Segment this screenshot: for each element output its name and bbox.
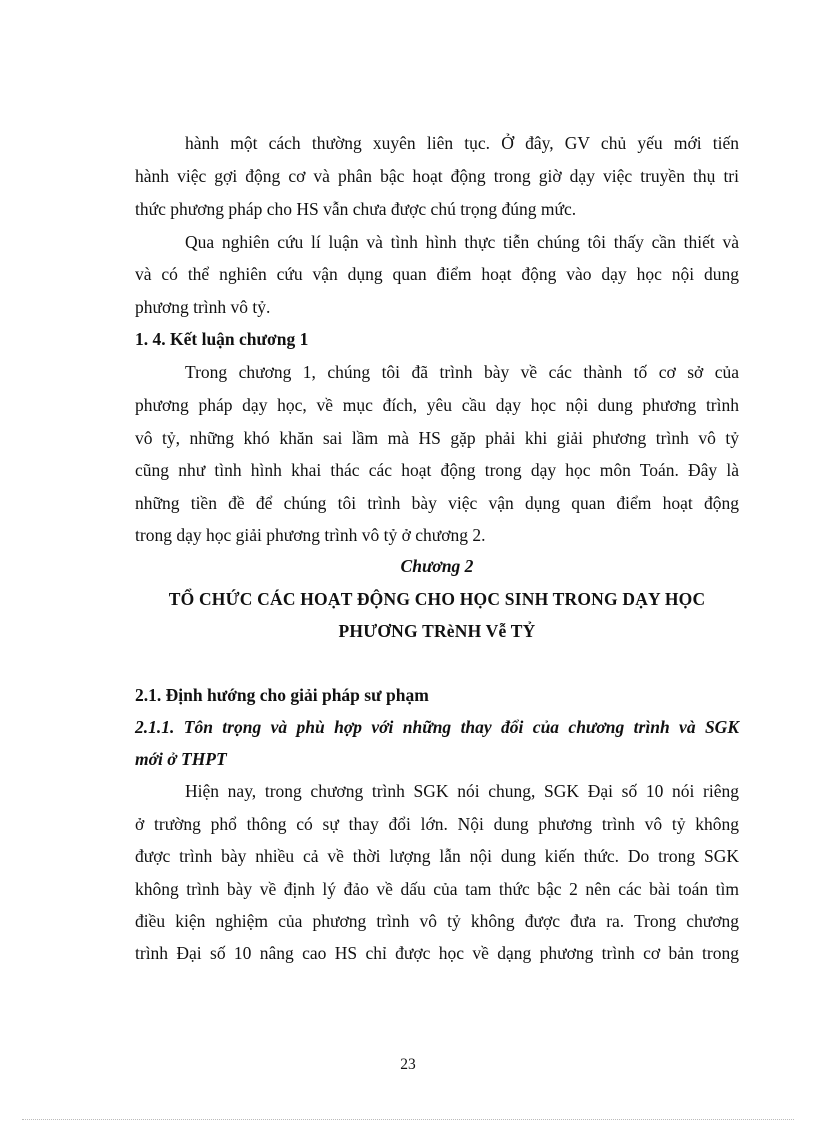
- paragraph-line: thức phương pháp cho HS vẫn chưa được chú trọng đúng mức.: [135, 199, 577, 219]
- page-divider: [22, 1119, 794, 1120]
- paragraph-line: hành việc gợi động cơ và phân bậc hoạt động trong giờ dạy việc truyền thụ tri: [135, 166, 739, 186]
- section-heading: 1. 4. Kết luận chương 1: [135, 329, 309, 349]
- paragraph-line: hành một cách thường xuyên liên tục. Ở đây, GV chủ yếu mới tiến: [185, 133, 739, 153]
- paragraph-line: điều kiện nghiệm của phương trình vô tỷ không được đưa ra. Trong chương: [135, 911, 739, 931]
- chapter-title: PHƯƠNG TRèNH Vễ TỶ: [338, 621, 536, 641]
- section-heading: 2.1. Định hướng cho giải pháp sư phạm: [135, 685, 429, 705]
- paragraph-line: ở trường phổ thông có sự thay đổi lớn. Nội dung phương trình vô tỷ không: [135, 814, 739, 834]
- paragraph-line: và có thể nghiên cứu vận dụng quan điểm hoạt động vào dạy học nội dung: [135, 264, 739, 284]
- paragraph-line: Qua nghiên cứu lí luận và tình hình thực tiễn chúng tôi thấy cần thiết và: [185, 232, 739, 252]
- chapter-label: Chương 2: [400, 556, 474, 576]
- paragraph-line: được trình bày nhiều cả về thời lượng lẫn nội dung kiến thức. Do trong SGK: [135, 846, 739, 866]
- paragraph-line: cũng như tình hình khai thác các hoạt động trong dạy học môn Toán. Đây là: [135, 460, 739, 480]
- subsection-heading: 2.1.1. Tôn trọng và phù hợp với những thay đổi của chương trình và SGK: [135, 717, 739, 737]
- page-number: 23: [400, 1056, 416, 1073]
- paragraph-line: Hiện nay, trong chương trình SGK nói chung, SGK Đại số 10 nói riêng: [185, 781, 739, 801]
- paragraph-line: phương trình vô tỷ.: [135, 297, 271, 317]
- paragraph-line: trình Đại số 10 nâng cao HS chỉ được học về dạng phương trình cơ bản trong: [135, 943, 739, 963]
- subsection-heading: mới ở THPT: [135, 749, 227, 769]
- paragraph-line: trong dạy học giải phương trình vô tỷ ở chương 2.: [135, 525, 486, 545]
- paragraph-line: những tiền đề để chúng tôi trình bày việc vận dụng quan điểm hoạt động: [135, 493, 739, 513]
- paragraph-line: phương pháp dạy học, về mục đích, yêu cầu dạy học nội dung phương trình: [135, 395, 739, 415]
- paragraph-line: Trong chương 1, chúng tôi đã trình bày về các thành tố cơ sở của: [185, 362, 739, 382]
- chapter-title: TỔ CHỨC CÁC HOẠT ĐỘNG CHO HỌC SINH TRONG DẠY HỌC: [168, 589, 706, 609]
- paragraph-line: không trình bày về định lý đảo về dấu của tam thức bậc 2 nên các bài toán tìm: [135, 879, 739, 899]
- paragraph-line: vô tỷ, những khó khăn sai lầm mà HS gặp phải khi giải phương trình vô tỷ: [135, 428, 739, 448]
